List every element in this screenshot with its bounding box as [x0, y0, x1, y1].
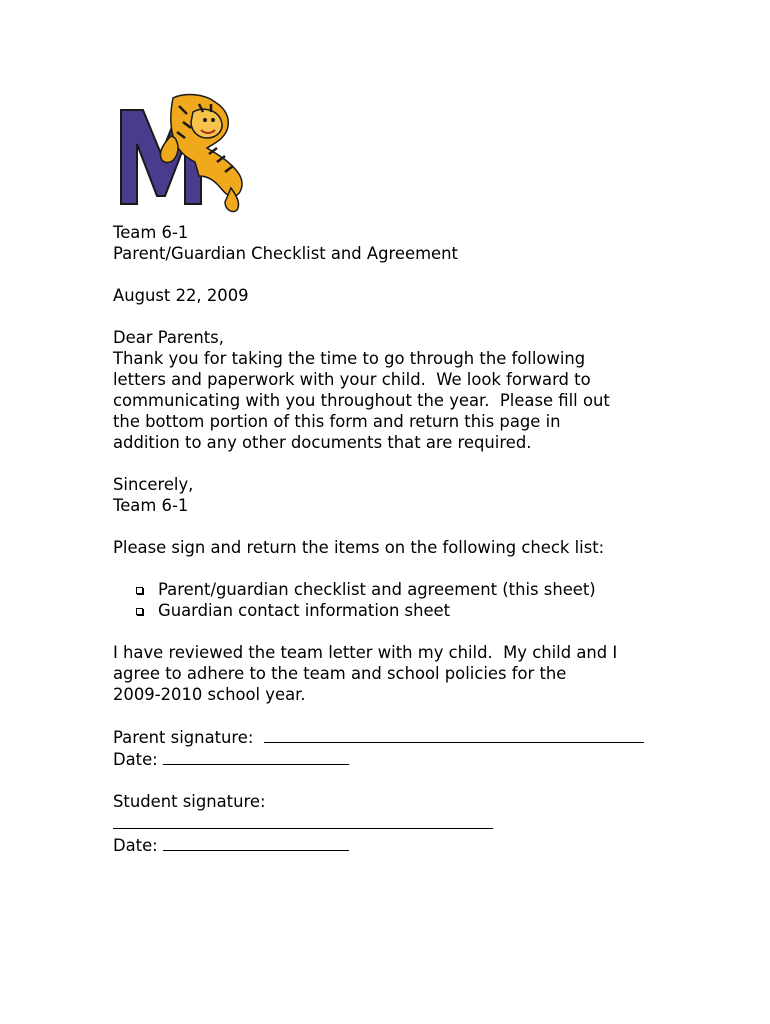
- body-line: Thank you for taking the time to go through the following: [113, 349, 586, 368]
- student-date-label: Date:: [113, 836, 158, 855]
- signoff: Team 6-1: [113, 496, 189, 515]
- student-date-row: [113, 834, 713, 856]
- closing: Sincerely,: [113, 475, 194, 494]
- body-line: letters and paperwork with your child. We look forward to: [113, 370, 591, 389]
- letter-date: August 22, 2009: [113, 286, 249, 305]
- checklist: [113, 579, 713, 621]
- checklist-item: Guardian contact information sheet: [113, 600, 713, 621]
- team-name: Team 6-1: [113, 223, 189, 242]
- agreement-line: agree to adhere to the team and school policies for the: [113, 664, 567, 683]
- checklist-item: Parent/guardian checklist and agreement (this sheet): [113, 579, 713, 600]
- checklist-intro: Please sign and return the items on the following check list:: [113, 538, 605, 557]
- checkbox-icon: [136, 587, 143, 594]
- student-signature-line[interactable]: [113, 812, 493, 829]
- tiger-m-logo: [113, 92, 249, 218]
- body-line: addition to any other documents that are required.: [113, 433, 532, 452]
- student-date-line[interactable]: [163, 834, 349, 851]
- parent-signature-row: [113, 726, 713, 748]
- agreement-line: 2009-2010 school year.: [113, 685, 306, 704]
- body-line: the bottom portion of this form and return this page in: [113, 412, 561, 431]
- student-signature-label: Student signature:: [113, 792, 266, 811]
- parent-date-label: Date:: [113, 750, 158, 769]
- parent-signature-label: Parent signature:: [113, 728, 254, 747]
- checkbox-icon: [136, 608, 143, 615]
- parent-signature-line[interactable]: [264, 726, 644, 743]
- student-signature-row: [113, 812, 713, 834]
- parent-date-row: [113, 748, 713, 770]
- logo-tiger-paw: [160, 136, 178, 163]
- letter-body: [113, 222, 713, 856]
- greeting: Dear Parents,: [113, 328, 224, 347]
- parent-date-line[interactable]: [163, 748, 349, 765]
- agreement-line: I have reviewed the team letter with my child. My child and I: [113, 643, 618, 662]
- document-title: Parent/Guardian Checklist and Agreement: [113, 244, 458, 263]
- body-line: communicating with you throughout the year. Please fill out: [113, 391, 610, 410]
